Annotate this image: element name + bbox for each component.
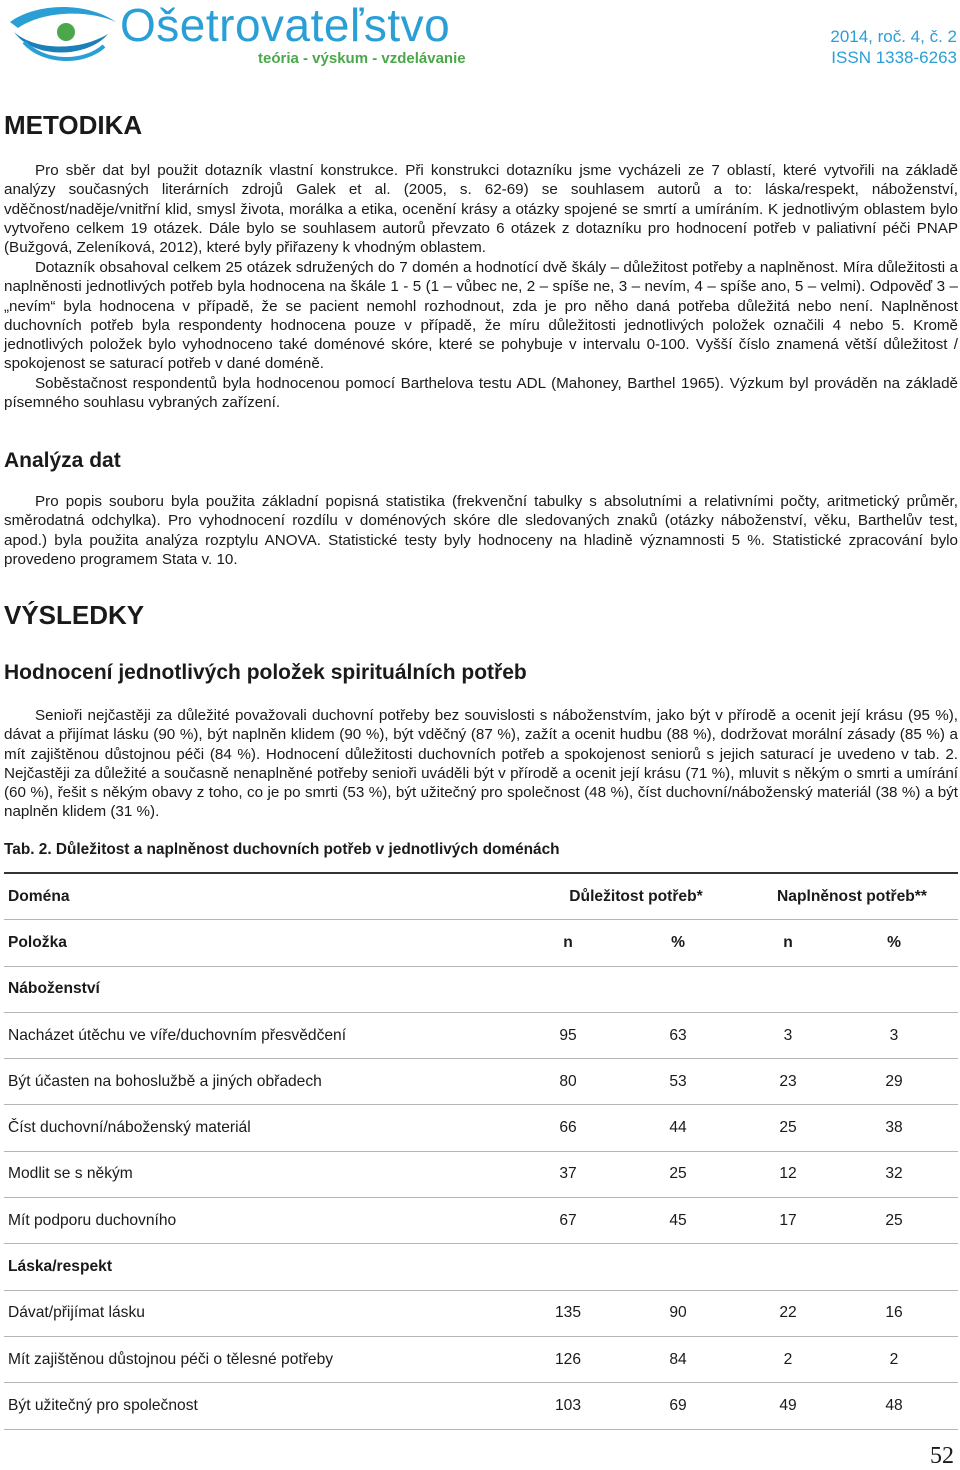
table-group-row xyxy=(4,966,958,1012)
heading-hodnoceni: Hodnocení jednotlivých položek spirituálních potřeb xyxy=(4,661,527,684)
table-row xyxy=(4,1105,958,1151)
results-table xyxy=(4,872,958,1430)
item-label: Být užitečný pro společnost xyxy=(4,1383,526,1429)
table-header-row-domain xyxy=(4,873,958,920)
importance-n: 67 xyxy=(526,1198,610,1244)
fulfilment-pct: 29 xyxy=(830,1059,958,1105)
table-header-row-item xyxy=(4,920,958,966)
table-row xyxy=(4,1290,958,1336)
table-row xyxy=(4,1012,958,1058)
fulfilment-pct: 25 xyxy=(830,1198,958,1244)
heading-metodika: METODIKA xyxy=(4,110,143,140)
metodika-paragraph-1: Pro sběr dat byl použit dotazník vlastní konstrukce. Při konstrukci dotazníku jsme vycházeli ze 7 oblastí, které vytvořili na základě analýzy současných literárních zdrojů Galek et al. (2005, s. 62-69) se souhlasem autorů a to: láska/respekt, náboženství, vděčnost/naděje/vnitřní klid, smysl života, morálka a etika, ocenění krásy a otázky spojené se smrtí a umíráním. K jednotlivým oblastem bylo vytvořeno celkem 19 otázek. Dále bylo se souhlasem autorů převzato 6 otázek z dotazníku pro hodnocení potřeb v paliativní péči PNAP (Bužgová, Zeleníková, 2012), které byly přiřazeny k vhodným oblastem. xyxy=(4,162,958,257)
metodika-paragraph-2: Dotazník obsahoval celkem 25 otázek sdružených do 7 domén a hodnotící dvě škály – důležitost potřeby a naplněnost. Míra důležitosti a naplněnosti jednotlivých potřeb byla hodnocena na škále 1 - 5 (1 – vůbec ne, 2 – spíše ne, 3 – nevím, 4 – spíše ano, 5 – velmi). Odpověď 3 – „nevím“ byla hodnocena v případě, že se pacient nemohl rozhodnout, zda je pro něho daná potřeba důležitá nebo není. Naplněnost duchovních potřeb byla respondenty hodnocena pouze v případě, že míru důležitosti jednotlivých položek označili 4 nebo 5. Kromě jednotlivých položek bylo vyhodnoceno také doménové skóre, které se pohybuje v intervalu 0-100. Vyšší číslo znamená větší důležitost / spokojenost se saturací potřeb v dané doméně. xyxy=(4,259,958,373)
table-group-row xyxy=(4,1244,958,1290)
fulfilment-pct: 16 xyxy=(830,1290,958,1336)
fulfilment-n: 17 xyxy=(746,1198,830,1244)
metodika-paragraph-3: Soběstačnost respondentů byla hodnocenou pomocí Barthelova testu ADL (Mahoney, Barthel 1965). Výzkum byl prováděn na základě písemného souhlasu vybraných zařízení. xyxy=(4,375,958,412)
item-label: Nacházet útěchu ve víře/duchovním přesvědčení xyxy=(4,1012,526,1058)
table-row xyxy=(4,1336,958,1382)
item-label: Číst duchovní/náboženský materiál xyxy=(4,1105,526,1151)
group-label: Láska/respekt xyxy=(4,1244,958,1290)
header-n-importance: n xyxy=(526,920,610,966)
fulfilment-n: 25 xyxy=(746,1105,830,1151)
item-label: Být účasten na bohoslužbě a jiných obřadech xyxy=(4,1059,526,1105)
importance-n: 80 xyxy=(526,1059,610,1105)
fulfilment-pct: 3 xyxy=(830,1012,958,1058)
journal-name: Ošetrovateľstvo xyxy=(120,0,451,51)
fulfilment-pct: 32 xyxy=(830,1151,958,1197)
table-row xyxy=(4,1059,958,1105)
item-label: Modlit se s někým xyxy=(4,1151,526,1197)
table-caption: Tab. 2. Důležitost a naplněnost duchovních potřeb v jednotlivých doménách xyxy=(4,841,560,858)
item-label: Mít podporu duchovního xyxy=(4,1198,526,1244)
table-row xyxy=(4,1383,958,1429)
fulfilment-pct: 48 xyxy=(830,1383,958,1429)
importance-n: 135 xyxy=(526,1290,610,1336)
fulfilment-n: 3 xyxy=(746,1012,830,1058)
importance-pct: 63 xyxy=(610,1012,746,1058)
importance-pct: 44 xyxy=(610,1105,746,1151)
importance-pct: 90 xyxy=(610,1290,746,1336)
header-pct-fulfilment: % xyxy=(830,920,958,966)
analyza-paragraph: Pro popis souboru byla použita základní popisná statistika (frekvenční tabulky s absolutními a relativními počty, aritmetický průměr, směrodatná odchylka). Pro vyhodnocení rozdílu v doménových skóre dle sledovaných znaků (otázky náboženství, věku, Barthelův test, apod.) byla použita analýza rozptylu ANOVA. Statistické testy byly hodnoceny na hladině významnosti 5 %. Statistické zpracování bylo provedeno programem Stata v. 10. xyxy=(4,493,958,568)
fulfilment-n: 49 xyxy=(746,1383,830,1429)
importance-pct: 53 xyxy=(610,1059,746,1105)
table-row xyxy=(4,1151,958,1197)
fulfilment-n: 2 xyxy=(746,1336,830,1382)
header-n-fulfilment: n xyxy=(746,920,830,966)
header-domena: Doména xyxy=(4,873,526,920)
vysledky-paragraph: Senioři nejčastěji za důležité považovali duchovní potřeby bez souvislosti s náboženstvím, jako být v přírodě a ocenit její krásu (95 %), dávat a přijímat lásku (90 %), být naplněn klidem (90 %), být vděčný (87 %), zažít a ocenit hudbu (88 %), dodržovat morální zásady (85 %) a mít zajištěnou důstojnou péči (84 %). Hodnocení důležitosti duchovních potřeb a spokojenost seniorů s jejich saturací je uvedeno v tab. 2. Nejčastěji za důležité a současně nenaplněné potřeby senioři uváděli být v přírodě a ocenit její krásu (71 %), mluvit s někým o smrti a umírání (60 %), řešit s někým obavy z toho, co je po smrti (53 %), být užitečný pro společnost (48 %), číst duchovní/náboženský materiál (38 %) a být naplněn klidem (31 %). xyxy=(4,707,958,821)
item-label: Mít zajištěnou důstojnou péči o tělesné potřeby xyxy=(4,1336,526,1382)
importance-n: 103 xyxy=(526,1383,610,1429)
fulfilment-pct: 2 xyxy=(830,1336,958,1382)
header-polozka: Položka xyxy=(4,920,526,966)
fulfilment-n: 12 xyxy=(746,1151,830,1197)
heading-analyza-dat: Analýza dat xyxy=(4,449,121,472)
importance-pct: 25 xyxy=(610,1151,746,1197)
journal-logo-icon xyxy=(4,2,122,68)
heading-vysledky: VÝSLEDKY xyxy=(4,600,145,630)
importance-n: 95 xyxy=(526,1012,610,1058)
table-row xyxy=(4,1198,958,1244)
header-naplnenost: Naplněnost potřeb** xyxy=(746,873,958,920)
fulfilment-n: 22 xyxy=(746,1290,830,1336)
journal-tagline: teória - výskum - vzdelávanie xyxy=(258,50,466,67)
fulfilment-pct: 38 xyxy=(830,1105,958,1151)
item-label: Dávat/přijímat lásku xyxy=(4,1290,526,1336)
importance-pct: 84 xyxy=(610,1336,746,1382)
journal-header xyxy=(0,0,960,80)
issue-info xyxy=(830,26,957,68)
importance-pct: 45 xyxy=(610,1198,746,1244)
group-label: Náboženství xyxy=(4,966,958,1012)
importance-pct: 69 xyxy=(610,1383,746,1429)
header-dulezitost: Důležitost potřeb* xyxy=(526,873,746,920)
issn: ISSN 1338-6263 xyxy=(831,48,957,67)
importance-n: 66 xyxy=(526,1105,610,1151)
header-pct-importance: % xyxy=(610,920,746,966)
issue-number: 2014, roč. 4, č. 2 xyxy=(830,27,957,46)
fulfilment-n: 23 xyxy=(746,1059,830,1105)
importance-n: 126 xyxy=(526,1336,610,1382)
page-number: 52 xyxy=(930,1443,954,1469)
importance-n: 37 xyxy=(526,1151,610,1197)
